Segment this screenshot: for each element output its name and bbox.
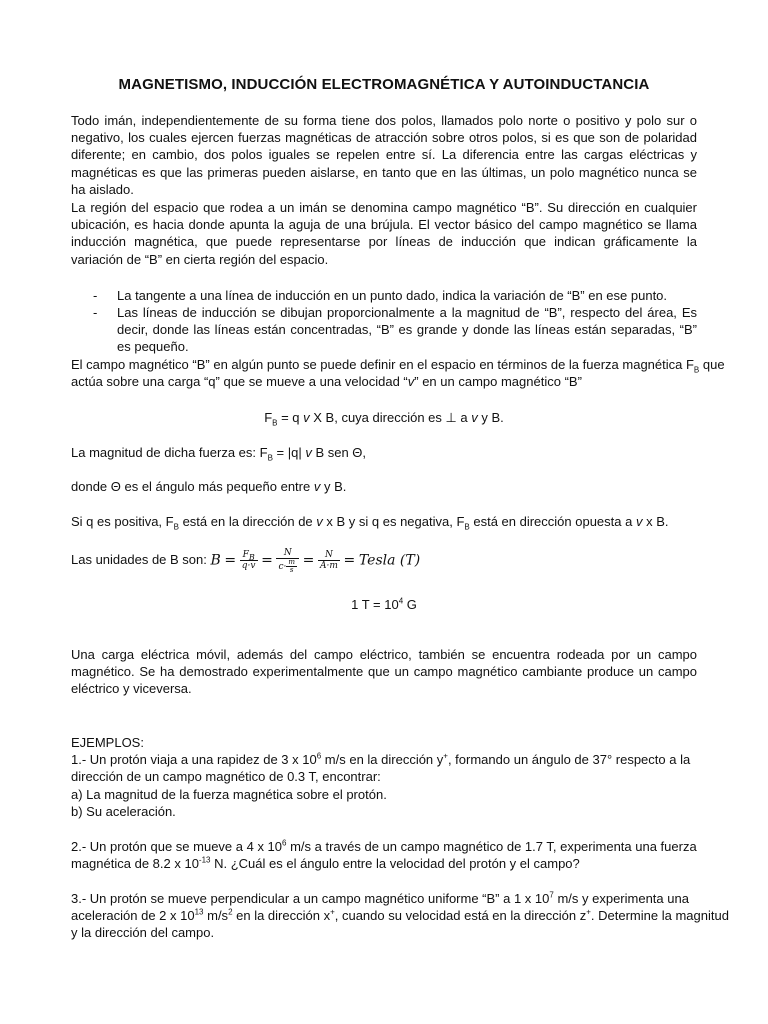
angle-definition: donde Θ es el ángulo más pequeño entre v y B.	[71, 479, 347, 494]
bullet-item: La tangente a una línea de inducción en un punto dado, indica la variación de “B” en ese punto.	[117, 288, 668, 303]
paragraph-magnetic-field: La región del espacio que rodea a un imán se denomina campo magnético “B”. Su dirección en cualquier ubicación, es hacia donde apunta la aguja de una brújula. El vector básico del campo magnético se llama inducción magnética, que puede representarse por líneas de inducción que indican gráficamente la variación de “B” en cierta región del espacio.	[71, 200, 697, 267]
paragraph-magnets: Todo imán, independientemente de su forma tiene dos polos, llamados polo norte o positivo y polo sur o negativo, los cuales ejercen fuerzas magnéticas de atracción sobre otros polos, si es que son de polaridad diferente; en cambio, dos polos iguales se repelen entre sí. La diferencia entre las cargas eléctricas y magnéticas es que las primeras pueden aislarse, en tanto que en las últimas, un polo magnético nunca se ha aislado.	[71, 113, 697, 197]
example-2-line1: 2.- Un protón que se mueve a 4 x $10^6$ m/s a través de un campo magnético de 1.7 T, experimenta una fuerza	[71, 838, 697, 854]
lorentz-force-equation: $F_B = q$ v X B, cuya dirección es ⊥ a v y B.	[264, 410, 504, 428]
fraction-newton-over-c-velocity: N c· $\frac{m}{s}$	[276, 548, 299, 574]
tesla-gauss-conversion: 1 $T = 10^4$ G	[351, 596, 417, 612]
paragraph-force-definition-line2: actúa sobre una carga “q” que se mueve a una velocidad “v” en un campo magnético “B”	[71, 374, 582, 389]
bullet-item: Las líneas de inducción se dibujan proporcionalmente a la magnitud de “B”, respecto del área, Es decir, donde las líneas están concentradas, “B” es grande y donde las líneas están separadas, “B” es pequeño.	[117, 305, 697, 355]
fraction-newton-over-ampere-meter: $\frac{N}{A\cdot m}$	[320, 550, 338, 572]
example-1-line1: 1.- Un protón viaja a una rapidez de 3 x $10^6$ m/s en la dirección y+, formando un ángulo de 37° respecto a la	[71, 751, 691, 767]
example-2-line2: magnética de 8.2 x $10^{-13}$ N. ¿Cuál es el ángulo entre la velocidad del protón y el campo?	[71, 855, 580, 871]
charge-sign-rule: Si q es positiva, $F_B$ está en la dirección de v x B y si q es negativa, $F_B$ está en dirección opuesta a v x B.	[71, 514, 669, 532]
paragraph-force-definition-line1: El campo magnético “B” en algún punto se puede definir en el espacio en términos de la fuerza magnética $F_B$ que	[71, 357, 725, 375]
examples-heading: EJEMPLOS:	[71, 735, 144, 750]
example-3-line1: 3.- Un protón se mueve perpendicular a un campo magnético uniforme “B” a 1 x $10^7$ m/s y experimenta una	[71, 890, 689, 906]
paragraph-moving-charge: Una carga eléctrica móvil, además del campo eléctrico, también se encuentra rodeada por un campo magnético. Se ha demostrado experimentalmente que un campo magnético cambiante produce un campo eléctrico y viceversa.	[71, 647, 697, 697]
units-of-b-equation: Las unidades de B son: B = $\frac{F_B}{q\cdot v}$ = N c· $\frac{m}{s}$ = $\frac{N}{A\cdot m}$ = Tesla (T)	[71, 547, 421, 574]
example-1-line2: dirección de un campo magnético de 0.3 T, encontrar:	[71, 769, 381, 784]
example-3-line3: y la dirección del campo.	[71, 925, 215, 940]
example-1-part-a: a) La magnitud de la fuerza magnética sobre el protón.	[71, 787, 387, 802]
example-1-part-b: b) Su aceleración.	[71, 804, 176, 819]
example-3-line2: aceleración de 2 x $10^{13}$ $m/s^2$ en la dirección x+, cuando su velocidad está en la dirección z+. Determine la magnitud	[71, 907, 729, 923]
fraction-force-over-qv: $\frac{F_B}{q\cdot v}$	[241, 550, 256, 572]
bullet-marker: -	[93, 288, 98, 303]
bullet-marker: -	[93, 305, 98, 320]
force-magnitude-equation: La magnitud de dicha fuerza es: $F_B = |q|$ v B sen Θ,	[71, 445, 367, 463]
document-title: MAGNETISMO, INDUCCIÓN ELECTROMAGNÉTICA Y AUTOINDUCTANCIA	[118, 76, 650, 93]
